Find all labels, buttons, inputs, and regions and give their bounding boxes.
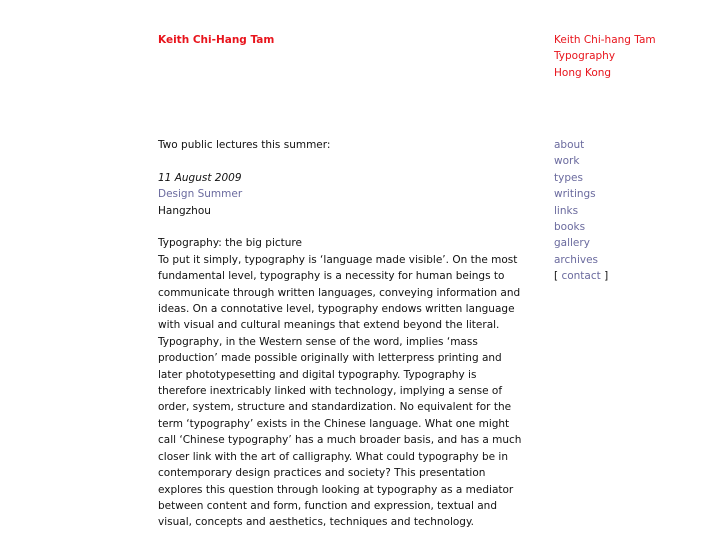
event-link[interactable]: Design Summer xyxy=(158,188,243,201)
nav-contact[interactable]: contact xyxy=(561,270,601,283)
lecture-title: Typography: the big picture xyxy=(158,237,302,250)
nav-gallery[interactable]: gallery xyxy=(554,237,590,250)
nav-about[interactable]: about xyxy=(554,139,585,151)
site-name: Keith Chi-Hang Tam xyxy=(158,34,275,46)
nav-links[interactable]: links xyxy=(554,204,579,217)
contact-bracket-close: ] xyxy=(600,270,609,283)
site-info xyxy=(554,32,656,81)
lecture-body: To put it simply, typography is ‘language made visible’. On the most fundamental level, typography is a necessity for human beings to communicate through written languages, conveying information and ideas. On a connotative level, typography endows written language with visual and cultural meanings that extend beyond the literal. Typography, in the Western sense of the word, implies ‘mass production’ made possible originally with letterpress printing and later phototypesetting and digital typography. Typography is therefore inextricably linked with technology, implying a sense of order, system, structure and standardization. No equivalent for the term ‘typography’ exists in the Chinese language. What one might call ‘Chinese typography’ has a much broader basis, and has a much closer link with the art of calligraphy. What could typography be in contemporary design practices and society? This presentation explores this question through looking at typography as a mediator between content and form, function and expression, textual and visual, concepts and aesthetics, techniques and technology. xyxy=(158,253,522,529)
nav-contact-wrapper xyxy=(554,268,608,284)
nav-writings[interactable]: writings xyxy=(554,188,596,201)
info-subject: Typography xyxy=(554,50,616,63)
info-author: Keith Chi-hang Tam xyxy=(554,34,656,46)
event-location: Hangzhou xyxy=(158,204,211,217)
nav-work[interactable]: work xyxy=(554,155,580,168)
contact-bracket-open: [ xyxy=(554,270,562,283)
nav-archives[interactable]: archives xyxy=(554,253,599,266)
main-content xyxy=(158,137,528,531)
event-date: 11 August 2009 xyxy=(158,171,242,184)
info-location: Hong Kong xyxy=(554,66,612,79)
intro-text: Two public lectures this summer: xyxy=(158,139,331,151)
nav-menu xyxy=(554,137,608,285)
nav-types[interactable]: types xyxy=(554,171,583,184)
nav-books[interactable]: books xyxy=(554,221,586,234)
